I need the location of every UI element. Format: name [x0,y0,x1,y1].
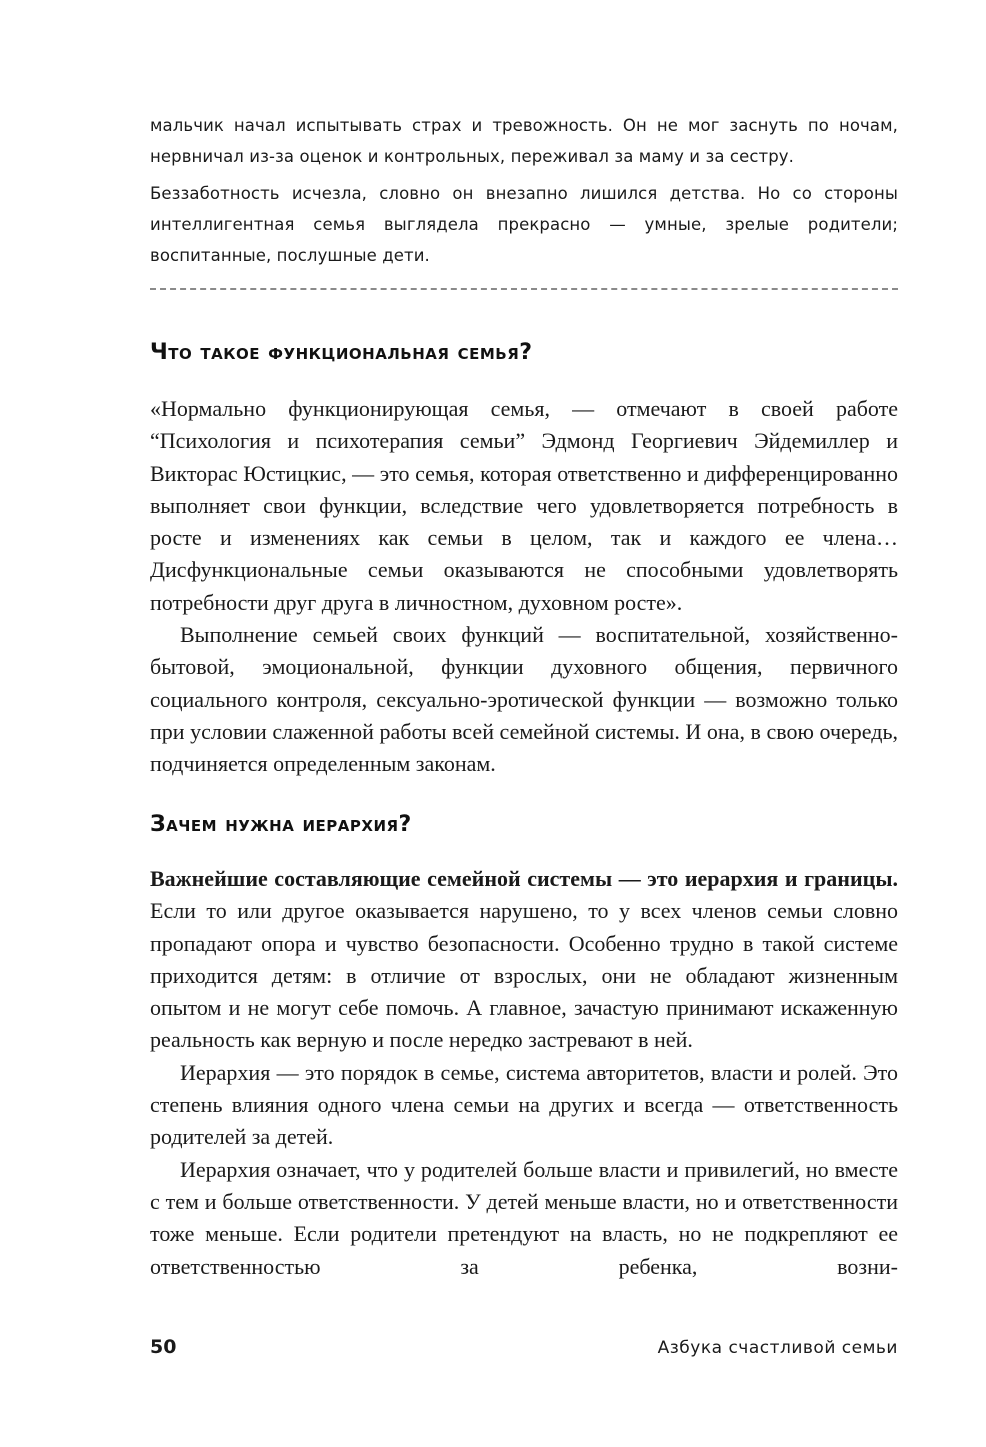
dashed-divider [150,288,898,290]
quote-paragraph: «Нормально функционирующая семья, — отмечают в своей работе “Психология и психотерапия семьи” Эдмонд Георгиевич Эйдемиллер и Викторас Юстицкис, — это семья, которая ответственно и дифференцированно выполняет свои функции, вследствие чего удовлетворяется потребность в росте и изменениях как семьи в целом, так и каждого ее члена… Дисфункциональные семьи оказываются не способными удовлетворять потребности друг друга в личностном, духовном росте». [150,396,898,615]
section-heading: Зачем нужна иерархия? [150,812,412,837]
page-number: 50 [150,1336,177,1358]
body-paragraph: Иерархия означает, что у родителей больше власти и привилегий, но вместе с тем и больше ответственности. У детей меньше власти, но и ответственности тоже меньше. Если родители претендуют на власть, но не подкрепляют ее ответственностью за ребенка, возни- [150,1156,898,1279]
bold-lead: Важнейшие составляющие семейной системы — это иерархия и границы. [150,866,898,891]
section-heading: Что такое функциональная семья? [150,340,533,365]
sidebar-paragraph: мальчик начал испытывать страх и тревожность. Он не мог заснуть по ночам, нервничал из-за оценок и контрольных, переживал за маму и за сестру. [150,116,898,166]
sidebar-text-block [150,110,898,271]
running-title: Азбука счастливой семьи [657,1338,898,1358]
section2-body [150,863,898,1283]
body-paragraph: Выполнение семьей своих функций — воспитательной, хозяйственно-бытовой, эмоциональной, функции духовного общения, первичного социального контроля, сексуально-эротической функции — возможно только при условии слаженной работы всей семейной системы. И она, в свою очередь, подчиняется определенным законам. [150,622,898,777]
lead-rest: Если то или другое оказывается нарушено, то у всех членов семьи словно пропадают опора и чувство безопасности. Особенно трудно в такой системе приходится детям: в отличие от взрослых, они не обладают жизненным опытом и не могут себе помочь. А главное, зачастую принимают искаженную реальность как верную и после нередко застревают в ней. [150,898,898,1053]
sidebar-paragraph: Беззаботность исчезла, словно он внезапно лишился детства. Но со стороны интеллигентная семья выглядела прекрасно — умные, зрелые родители; воспитанные, послушные дети. [150,184,898,265]
page-footer [150,1336,898,1358]
body-paragraph: Иерархия — это порядок в семье, система авторитетов, власти и ролей. Это степень влияния одного члена семьи на других и всегда — ответственность родителей за детей. [150,1059,898,1150]
body-paragraph [150,863,898,1057]
section1-body [150,393,898,781]
